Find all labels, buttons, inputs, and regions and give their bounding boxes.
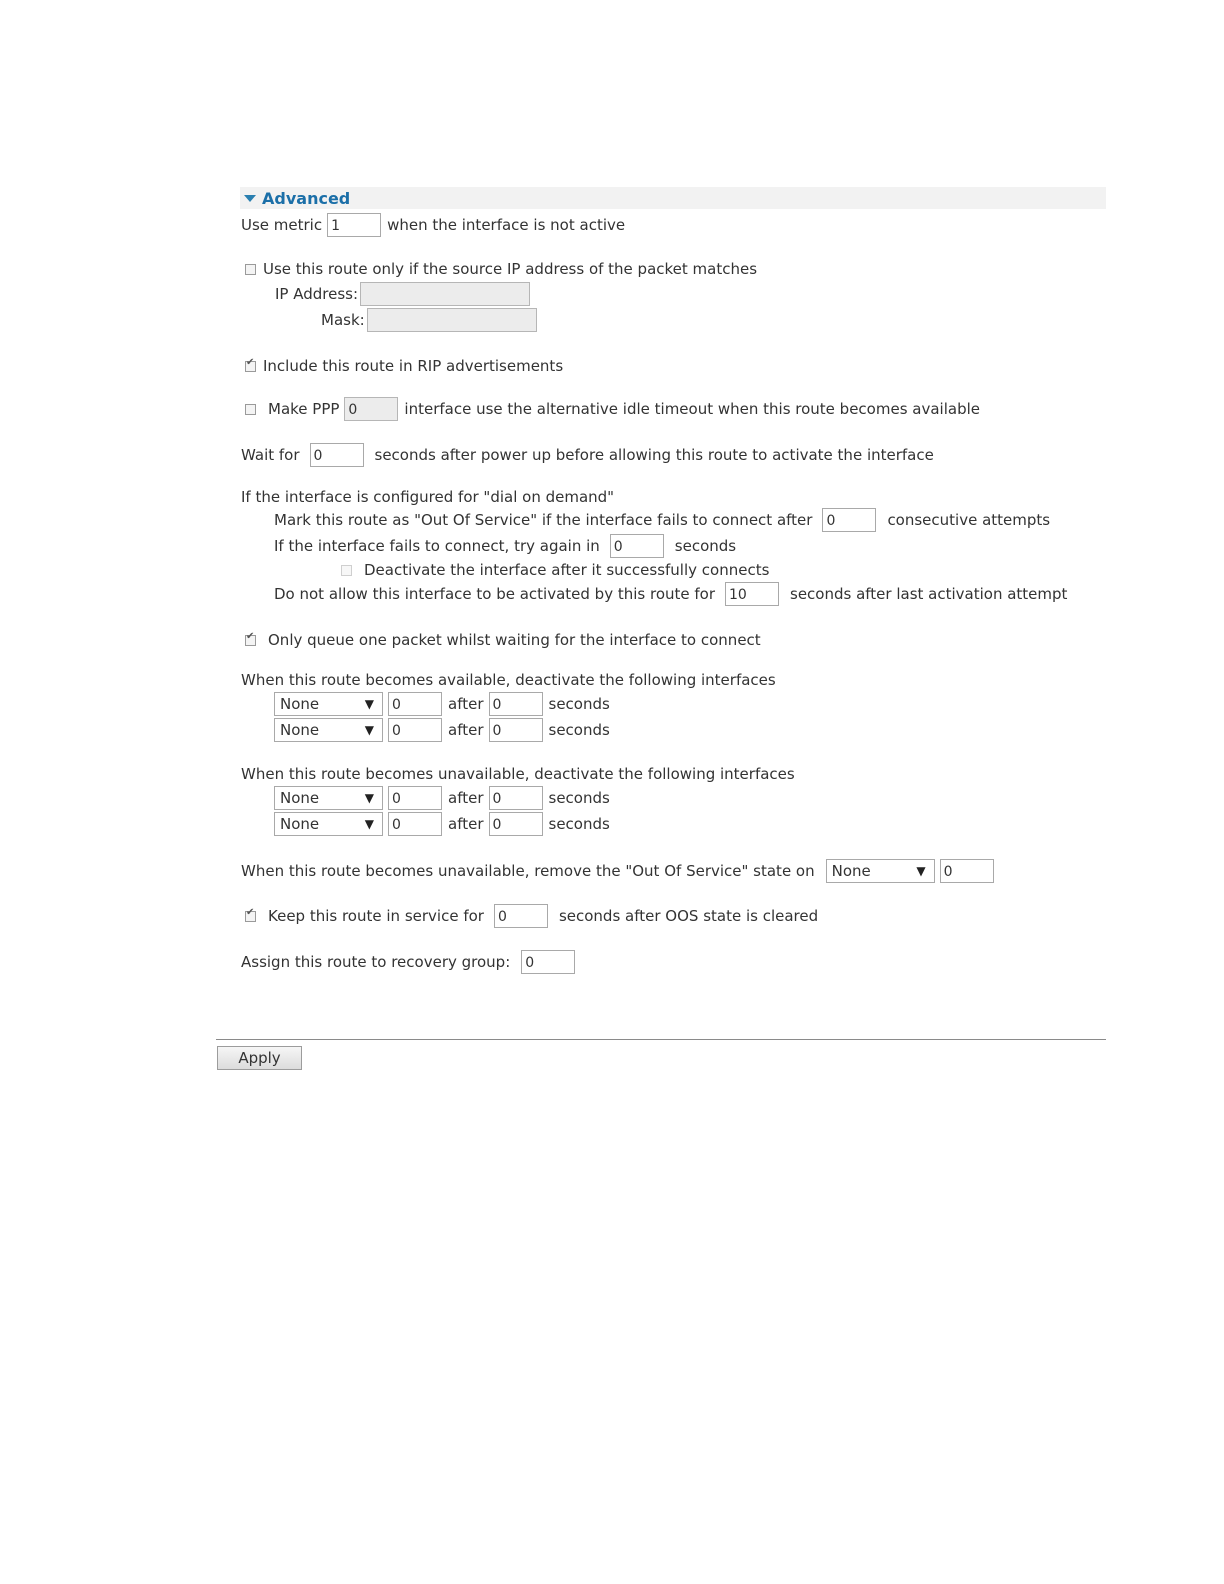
unavailable-row-1: [274, 786, 610, 810]
block-row: [274, 582, 1067, 606]
queue-label: Only queue one packet whilst waiting for the interface to connect: [268, 631, 761, 649]
advanced-title[interactable]: Advanced: [262, 188, 351, 208]
mask-label: Mask:: [321, 311, 365, 329]
ip-address-label: IP Address:: [275, 285, 359, 303]
deactivate-label: Deactivate the interface after it successfully connects: [364, 561, 770, 579]
ppp-suffix-label: interface use the alternative idle timeout when this route becomes available: [404, 400, 980, 418]
unavailable-interface-select-2[interactable]: None ▼: [274, 812, 383, 836]
unavailable-secs-input-2[interactable]: 0: [489, 812, 543, 836]
metric-input[interactable]: 1: [327, 213, 381, 237]
available-row-1: [274, 692, 610, 716]
oos-suffix-label: consecutive attempts: [887, 511, 1051, 529]
available-after-label-1: after: [448, 695, 484, 713]
wait-row: [241, 443, 934, 467]
available-unit-label-1: seconds: [548, 695, 610, 713]
dropdown-caret-icon: ▼: [364, 697, 374, 711]
unavailable-interface-select-1[interactable]: None ▼: [274, 786, 383, 810]
unavailable-unit-label-2: seconds: [548, 815, 610, 833]
block-input[interactable]: 10: [725, 582, 779, 606]
available-interface-select-2[interactable]: None ▼: [274, 718, 383, 742]
block-suffix-label: seconds after last activation attempt: [790, 585, 1068, 603]
expand-triangle-icon[interactable]: [244, 195, 256, 202]
unavailable-after-label-1: after: [448, 789, 484, 807]
ppp-prefix-label: Make PPP: [268, 400, 340, 418]
rip-label: Include this route in RIP advertisements: [263, 357, 564, 375]
deactivate-row: [341, 558, 769, 582]
mask-input[interactable]: [367, 308, 537, 332]
oos-remove-input[interactable]: 0: [940, 859, 994, 883]
queue-row: [245, 628, 761, 652]
ip-address-input[interactable]: [360, 282, 530, 306]
recovery-label: Assign this route to recovery group:: [241, 953, 511, 971]
retry-input[interactable]: 0: [610, 534, 664, 558]
metric-row: [241, 213, 625, 237]
keep-prefix-label: Keep this route in service for: [268, 907, 484, 925]
ppp-row: [245, 397, 980, 421]
oos-prefix-label: Mark this route as "Out Of Service" if the interface fails to connect after: [274, 511, 813, 529]
rip-row: [245, 354, 563, 378]
apply-button[interactable]: Apply: [217, 1046, 302, 1070]
available-secs-input-2[interactable]: 0: [489, 718, 543, 742]
dropdown-caret-icon: ▼: [916, 864, 926, 878]
available-row-2: [274, 718, 610, 742]
ppp-checkbox[interactable]: [245, 404, 256, 415]
unavailable-row-2: [274, 812, 610, 836]
advanced-section-header[interactable]: [240, 187, 1106, 209]
recovery-row: [241, 950, 575, 974]
wait-suffix-label: seconds after power up before allowing this route to activate the interface: [374, 446, 934, 464]
oos-remove-interface-select[interactable]: None ▼: [826, 859, 935, 883]
form-divider: [216, 1039, 1106, 1040]
keep-row: [245, 904, 818, 928]
retry-suffix-label: seconds: [674, 537, 737, 555]
wait-prefix-label: Wait for: [241, 446, 300, 464]
recovery-group-input[interactable]: 0: [521, 950, 575, 974]
dropdown-caret-icon: ▼: [364, 791, 374, 805]
block-prefix-label: Do not allow this interface to be activated by this route for: [274, 585, 716, 603]
dropdown-caret-icon: ▼: [364, 817, 374, 831]
dial-heading-row: [241, 485, 614, 509]
available-heading: When this route becomes available, deactivate the following interfaces: [241, 671, 776, 689]
available-unit-label-2: seconds: [548, 721, 610, 739]
oos-remove-row: [241, 859, 994, 883]
oos-row: [274, 508, 1050, 532]
mask-row: [321, 308, 537, 332]
keep-suffix-label: seconds after OOS state is cleared: [558, 907, 819, 925]
metric-suffix-label: when the interface is not active: [387, 216, 626, 234]
wait-input[interactable]: 0: [310, 443, 364, 467]
oos-attempts-input[interactable]: 0: [822, 508, 876, 532]
deactivate-checkbox[interactable]: [341, 565, 352, 576]
dropdown-caret-icon: ▼: [364, 723, 374, 737]
available-after-label-2: after: [448, 721, 484, 739]
dial-heading: If the interface is configured for "dial on demand": [241, 488, 615, 506]
unavailable-unit-label-1: seconds: [548, 789, 610, 807]
rip-checkbox[interactable]: [245, 361, 256, 372]
metric-prefix-label: Use metric: [241, 216, 323, 234]
unavailable-heading-row: [241, 762, 795, 786]
unavailable-after-label-2: after: [448, 815, 484, 833]
available-num-input-1[interactable]: 0: [388, 692, 442, 716]
keep-checkbox[interactable]: [245, 911, 256, 922]
ip-address-row: [275, 282, 530, 306]
unavailable-num-input-2[interactable]: 0: [388, 812, 442, 836]
retry-row: [274, 534, 736, 558]
unavailable-heading: When this route becomes unavailable, deactivate the following interfaces: [241, 765, 795, 783]
oos-remove-label: When this route becomes unavailable, remove the "Out Of Service" state on: [241, 862, 815, 880]
available-secs-input-1[interactable]: 0: [489, 692, 543, 716]
unavailable-num-input-1[interactable]: 0: [388, 786, 442, 810]
available-interface-select-1[interactable]: None ▼: [274, 692, 383, 716]
ppp-input[interactable]: 0: [344, 397, 398, 421]
unavailable-secs-input-1[interactable]: 0: [489, 786, 543, 810]
keep-input[interactable]: 0: [494, 904, 548, 928]
source-ip-label: Use this route only if the source IP address of the packet matches: [263, 260, 758, 278]
available-heading-row: [241, 668, 776, 692]
available-num-input-2[interactable]: 0: [388, 718, 442, 742]
retry-prefix-label: If the interface fails to connect, try again in: [274, 537, 600, 555]
queue-checkbox[interactable]: [245, 635, 256, 646]
source-ip-checkbox[interactable]: [245, 264, 256, 275]
source-ip-row: [245, 257, 757, 281]
